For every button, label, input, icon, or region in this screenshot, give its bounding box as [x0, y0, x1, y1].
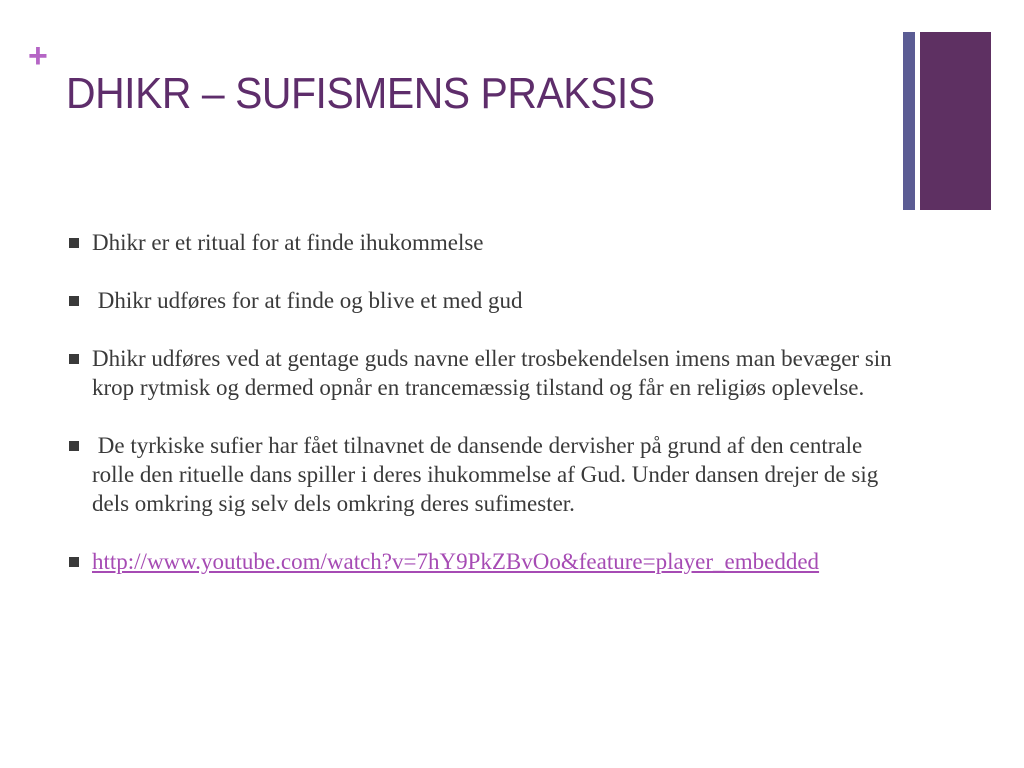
decorative-bar-thin	[903, 32, 915, 210]
square-bullet-icon	[69, 238, 79, 248]
bullet-list	[68, 228, 898, 576]
square-bullet-icon	[69, 441, 79, 451]
bullet-text: Dhikr udføres ved at gentage guds navne eller trosbekendelsen imens man bevæger sin krop rytmisk og dermed opnår en trancemæssig tilstand og får en religiøs oplevelse.	[92, 346, 892, 400]
bullet-item	[68, 286, 898, 315]
square-bullet-icon	[69, 354, 79, 364]
bullet-text: De tyrkiske sufier har fået tilnavnet de dansende dervisher på grund af den centrale rolle den rituelle dans spiller i deres ihukommelse af Gud. Under dansen drejer de sig dels omkring sig selv dels omkring deres sufimester.	[92, 433, 879, 516]
square-bullet-icon	[69, 296, 79, 306]
plus-icon: +	[28, 37, 48, 75]
square-bullet-icon	[69, 557, 79, 567]
bullet-item	[68, 431, 898, 518]
bullet-item	[68, 228, 898, 257]
slide-title: DHIKR – SUFISMENS PRAKSIS	[66, 69, 655, 118]
bullet-text: Dhikr udføres for at finde og blive et med gud	[92, 288, 523, 313]
bullet-item	[68, 344, 898, 402]
youtube-link[interactable]: http://www.youtube.com/watch?v=7hY9PkZBvOo&feature=player_embedded	[92, 549, 820, 574]
decorative-bar-thick	[920, 32, 991, 210]
bullet-text: Dhikr er et ritual for at finde ihukommelse	[92, 230, 484, 255]
bullet-item	[68, 547, 898, 576]
